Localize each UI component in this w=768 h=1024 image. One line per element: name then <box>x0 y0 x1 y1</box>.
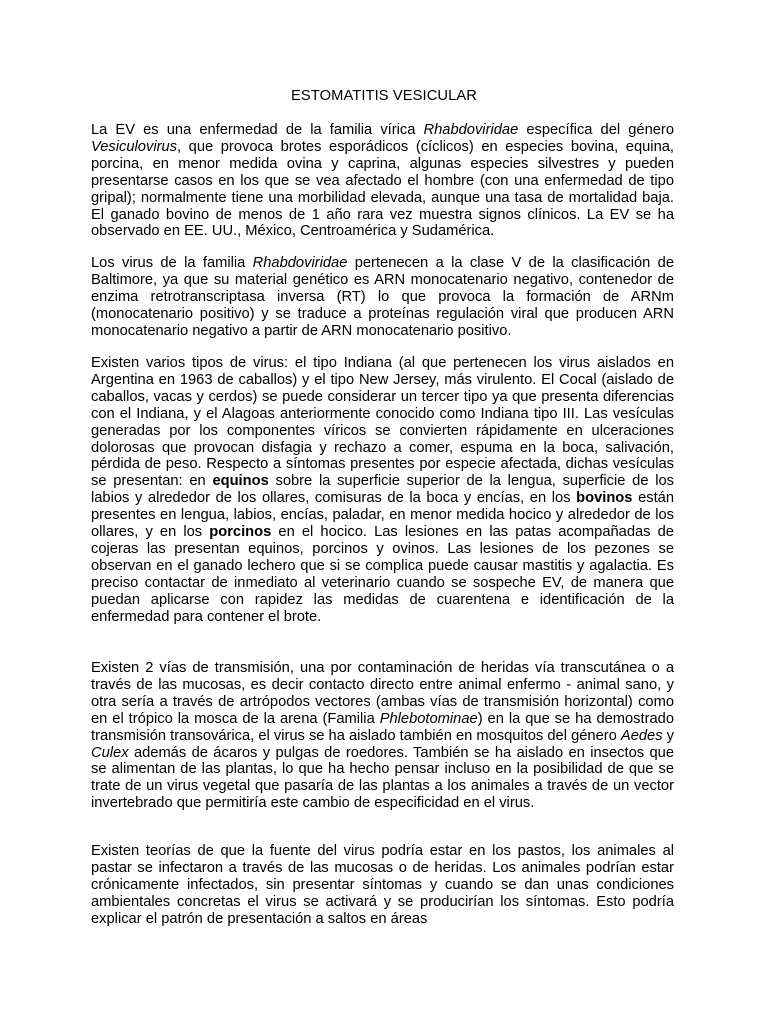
text-run: y <box>662 727 674 744</box>
text-run: sobre la superficie superior de la lengua, superficie de los labios y alrededor de los ollares, comisuras de la boca y encías, en los <box>91 473 675 507</box>
bold-term: equinos <box>212 473 269 490</box>
text-run: Existen varios tipos de virus: el tipo Indiana (al que pertenecen los virus aislados en Argentina en 1963 de caballos) y el tipo New Jersey, más virulento. El Cocal (aislado de caballos, vacas y cerdos) se puede considerar un tercer tipo ya que presenta diferencias con el Indiana, y el Alagoas anteriormente conocido como Indiana tipo III. Las vesículas generadas por los componentes víricos se convierten rápidamente en ulceraciones dolorosas que provocan disfagia y rechazo a comer, espuma en la boca, salivación, pérdida de peso. Respecto a síntomas presentes por especie afectada, dichas vesículas se presentan: en <box>91 355 674 490</box>
italic-term: Rhabdoviridae <box>252 255 348 271</box>
bold-term: porcinos <box>209 524 272 541</box>
text-run: pertenecen a la clase V de la clasificación de Baltimore, ya que su material genético es ARN monocatenario negativo, contenedor de enzima retrotranscriptasa inversa (RT) lo que provoca la formación de ARNm (monocatenario positivo) y se traduce a proteínas regulación viral que producen ARN monocatenario negativo a partir de ARN monocatenario positivo. <box>91 255 674 339</box>
page-title: ESTOMATITIS VESICULAR <box>290 88 477 104</box>
paragraph-1 <box>91 122 674 240</box>
text-run: Existen teorías de que la fuente del virus podría estar en los pastos, los animales al pastar se infectaron a través de las mucosas o de heridas. Los animales podrían estar crónicamente infectados, sin presentar síntomas y cuando se dan unas condiciones ambientales concretas el virus se activará y se producirían los síntomas. Esto podría explicar el patrón de presentación a saltos en áreas <box>91 843 674 927</box>
text-run: además de ácaros y pulgas de roedores. También se ha aislado en insectos que se alimentan de las plantas, lo que ha hecho pensar incluso en la posibilidad de que se trate de un virus vegetal que pasaría de las plantas a los animales a través de un vector invertebrado que permitiría este cambio de especificidad en el virus. <box>91 744 674 812</box>
bold-term: bovinos <box>576 490 633 507</box>
text-run: La EV es una enfermedad de la familia vírica <box>91 122 424 138</box>
text-run: Existen 2 vías de transmisión, una por contaminación de heridas vía transcutánea o a través de las mucosas, es decir contacto directo entre animal enfermo - animal sano, y otra sería a través de artrópodos vectores (ambas vías de transmisión horizontal) como en el trópico la mosca de la arena (Familia <box>91 660 674 727</box>
paragraph-5 <box>91 843 674 928</box>
text-run: , que provoca brotes esporádicos (cíclicos) en especies bovina, equina, porcina, en menor medida ovina y caprina, algunas especies silvestres y pueden presentarse casos en los que se vea afectado el hombre (con una enfermedad de tipo gripal); normalmente tiene una morbilidad elevada, aunque una tasa de mortalidad baja. El ganado bovino de menos de 1 año rara vez muestra signos clínicos. La EV se ha observado en EE. UU., México, Centroamérica y Sudamérica. <box>91 138 674 240</box>
paragraph-4 <box>91 660 674 812</box>
paragraph-2 <box>91 255 674 340</box>
italic-term: Phlebotominae <box>379 710 478 727</box>
text-run: Los virus de la familia <box>91 255 253 271</box>
text-run: en el hocico. Las lesiones en las patas acompañadas de cojeras las presentan equinos, porcinos y ovinos. Las lesiones de los pezones se observan en el ganado lechero que si se complica puede causar mastitis y agalactia. Es preciso contactar de inmediato al veterinario cuando se sospeche EV, de manera que puedan aplicarse con rapidez las medidas de cuarentena e identificación de la enfermedad para contener el brote. <box>91 524 674 625</box>
italic-term: Rhabdoviridae <box>423 122 519 138</box>
italic-term: Aedes <box>620 727 663 744</box>
text-run: específica del género <box>518 122 674 138</box>
italic-term: Culex <box>91 744 129 761</box>
text-run: están presentes en lengua, labios, encías, paladar, en menor medida hocico y alrededor de los ollares, y en los <box>91 490 674 541</box>
text-run: ) en la que se ha demostrado transmisión transovárica, el virus se ha aislado también en mosquitos del género <box>91 710 675 744</box>
italic-term: Vesiculovirus <box>91 138 177 155</box>
paragraph-3 <box>91 355 674 626</box>
